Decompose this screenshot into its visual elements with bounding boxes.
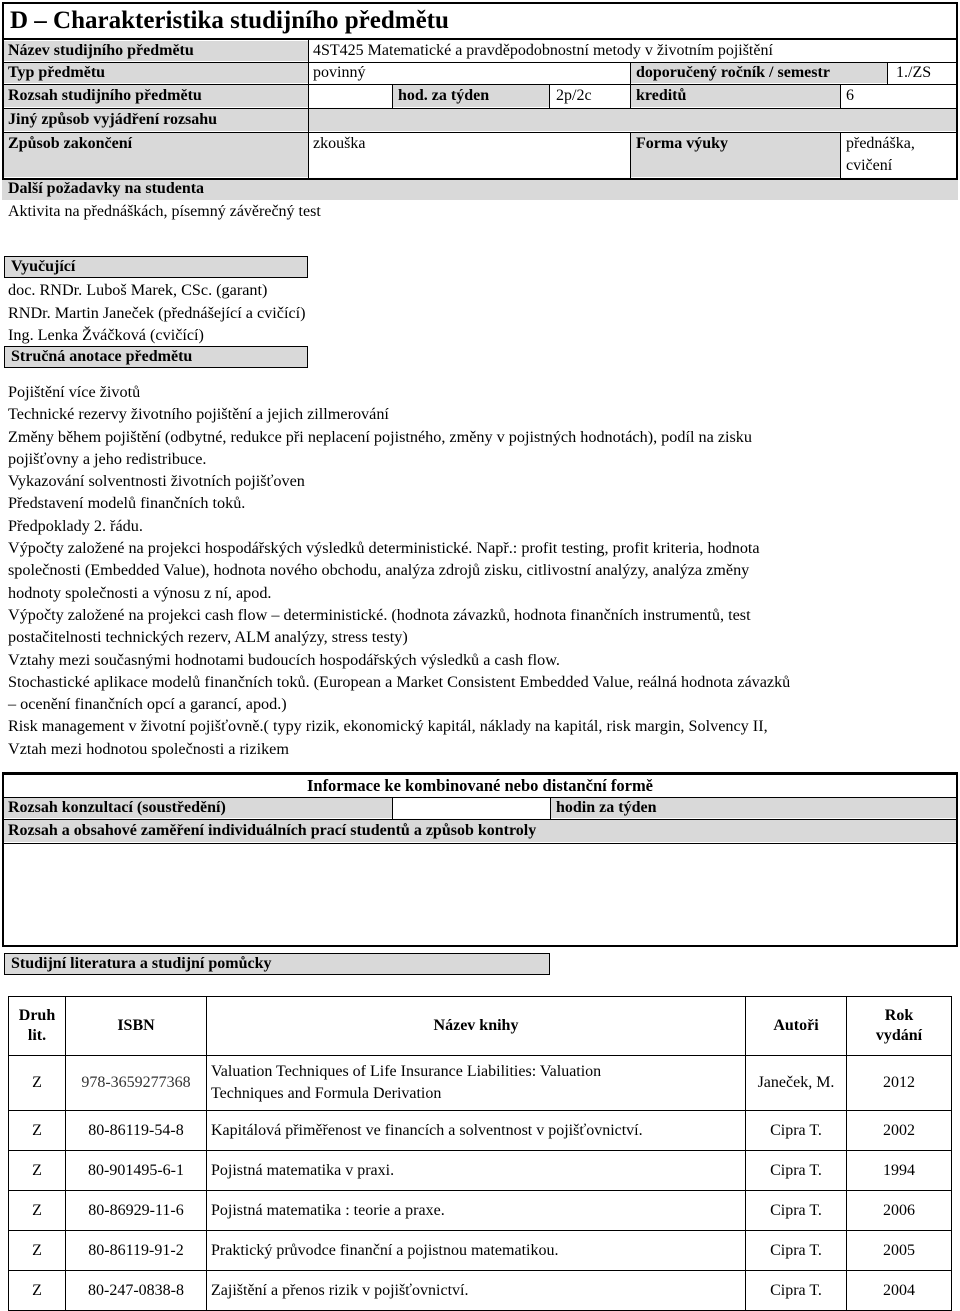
cell-rok: 2002 [847, 1111, 952, 1151]
col-druh-line-1: Druh [18, 1007, 56, 1024]
col-rok-line-1: Rok [884, 1007, 914, 1024]
kreditu-value: 6 [846, 87, 854, 104]
forma-value-1: přednáška, [846, 135, 915, 152]
table-row [9, 1056, 952, 1111]
hodin-label: hodin za týden [556, 799, 657, 816]
rozsah-label: Rozsah studijního předmětu [8, 87, 202, 104]
cell-rok: 2012 [847, 1056, 952, 1111]
col-autori: Autoři [746, 997, 847, 1056]
anotace-line: Výpočty založené na projekci cash flow – deterministické. (hodnota závazků, hodnota finančních instrumentů, test [8, 605, 751, 624]
anotace-line: Vykazování solventnosti životních pojišťoven [8, 472, 305, 491]
cell-isbn: 978-3659277368 [66, 1056, 207, 1111]
anotace-line: Pojištění více životů [8, 383, 141, 401]
cell-autori: Cipra T. [746, 1151, 847, 1191]
vyucujici-line: doc. RNDr. Luboš Marek, CSc. (garant) [8, 281, 268, 299]
anotace-line: postačitelnosti technických rezerv, ALM analýzy, stress testy) [8, 628, 408, 647]
cell-nazev: Pojistná matematika v praxi. [207, 1151, 746, 1191]
cell-isbn: 80-247-0838-8 [66, 1271, 207, 1311]
col-rok-line-2: vydání [875, 1027, 923, 1044]
anotace-line: Změny během pojištění (odbytné, redukce při neplacení pojistného, změny v pojistných hodnotách), podíl na zisku [8, 427, 752, 446]
table-row [9, 1151, 952, 1191]
cell-isbn: 80-86119-54-8 [66, 1111, 207, 1151]
rule [840, 132, 841, 180]
anotace-line: Výpočty založené na projekci hospodářských výsledků deterministické. Např.: profit testing, profit kriteria, hodnota [8, 539, 760, 558]
cell-rok: 2005 [847, 1231, 952, 1271]
dalsi-value: Aktivita na přednáškách, písemný závěrečný test [8, 203, 321, 220]
literatura-label-text: Studijní literatura a studijní pomůcky [11, 955, 272, 972]
rule [2, 819, 958, 820]
cell-nazev: Zajištění a přenos rizik v pojišťovnictví. [207, 1271, 746, 1311]
anotace-line: pojišťovny a jeho redistribuce. [8, 449, 207, 468]
cell-druh: Z [9, 1056, 66, 1111]
anotace-line: Risk management v životní pojišťovně.( typy rizik, ekonomický kapitál, náklady na kapitál, risk margin, Solvency II, [8, 717, 768, 736]
anotace-text [8, 381, 940, 760]
anotace-line: hodnoty společnosti a výnosu z ní, apod. [8, 583, 272, 602]
table-row [9, 1191, 952, 1231]
cell-druh: Z [9, 1191, 66, 1231]
cell-nazev-line-2: Techniques and Formula Derivation [211, 1085, 442, 1102]
cell-druh: Z [9, 1271, 66, 1311]
rule [392, 84, 393, 108]
forma-value-2: cvičení [846, 157, 893, 174]
cell-druh: Z [9, 1151, 66, 1191]
table-header-row [9, 997, 952, 1056]
literatura-label [4, 953, 550, 975]
rule [308, 40, 309, 180]
rule [2, 843, 958, 844]
cell-isbn: 80-86119-91-2 [66, 1231, 207, 1271]
page-title-bar [2, 2, 958, 40]
vyucujici-line: RNDr. Martin Janeček (přednášející a cvičící) [8, 304, 306, 322]
anotace-line: – ocenění finančních opcí a garancí, apod.) [8, 695, 287, 714]
cell-nazev [207, 1056, 746, 1111]
anotace-label-text: Stručná anotace předmětu [11, 348, 193, 365]
vyucujici-line: Ing. Lenka Žváčková (cvičící) [8, 326, 204, 344]
cell-isbn: 80-901495-6-1 [66, 1151, 207, 1191]
cell-autori: Cipra T. [746, 1111, 847, 1151]
rule [392, 797, 393, 819]
cell-autori: Cipra T. [746, 1191, 847, 1231]
anotace-line: Vztahy mezi současnými hodnotami budoucích hospodářských výsledků a cash flow. [8, 650, 560, 669]
table-row [9, 1271, 952, 1311]
typ-label: Typ předmětu [8, 64, 106, 81]
anotace-label [4, 346, 308, 368]
rule [630, 132, 631, 180]
nazev-label: Název studijního předmětu [8, 42, 194, 59]
col-druh [9, 997, 66, 1056]
anotace-line: Stochastické aplikace modelů finančních toků. (European a Market Consistent Embedded Value, reálná hodnota závazků [8, 672, 791, 691]
cell-rok: 1994 [847, 1151, 952, 1191]
anotace-line: Technické rezervy životního pojištění a jejich zillmerování [8, 405, 389, 424]
forma-label: Forma výuky [636, 135, 728, 152]
cell-autori: Janeček, M. [746, 1056, 847, 1111]
anotace-line: Představení modelů finančních toků. [8, 494, 246, 513]
prace-label: Rozsah a obsahové zaměření individuálních prací studentů a způsob kontroly [8, 822, 537, 839]
dalsi-label: Další požadavky na studenta [8, 180, 205, 197]
cell-autori: Cipra T. [746, 1231, 847, 1271]
cell-nazev: Kapitálová přiměřenost ve financích a solventnost v pojišťovnictví. [207, 1111, 746, 1151]
cell-autori: Cipra T. [746, 1271, 847, 1311]
zakonceni-label: Způsob zakončení [8, 135, 133, 152]
table-row [9, 1111, 952, 1151]
rule [2, 132, 958, 133]
anotace-line: Vztah mezi hodnotou společnosti a rizikem [8, 739, 289, 758]
cell-rok: 2006 [847, 1191, 952, 1231]
cell-druh: Z [9, 1231, 66, 1271]
rule [549, 84, 550, 108]
jiny-label: Jiný způsob vyjádření rozsahu [8, 111, 218, 128]
vyucujici-label [4, 256, 308, 278]
cell-rok: 2004 [847, 1271, 952, 1311]
cell-nazev: Pojistná matematika : teorie a praxe. [207, 1191, 746, 1231]
zakonceni-value: zkouška [313, 135, 366, 152]
rule [887, 62, 888, 84]
page-title: D – Charakteristika studijního předmětu [10, 7, 449, 34]
typ-value: povinný [313, 64, 366, 81]
konzultace-label: Rozsah konzultací (soustředění) [8, 799, 226, 816]
rule [2, 108, 958, 109]
cell-druh: Z [9, 1111, 66, 1151]
nazev-value: 4ST425 Matematické a pravděpodobnostní metody v životním pojištění [313, 42, 773, 59]
rule [630, 62, 631, 108]
col-nazev: Název knihy [207, 997, 746, 1056]
rule [840, 84, 841, 108]
hod-value: 2p/2c [556, 87, 592, 104]
vyucujici-label-text: Vyučující [11, 258, 76, 275]
rocnik-value: 1./ZS [896, 64, 932, 81]
col-druh-line-2: lit. [27, 1027, 47, 1044]
rule [550, 797, 551, 819]
rule [2, 84, 958, 85]
kreditu-label: kreditů [636, 87, 687, 104]
table-row [9, 1231, 952, 1271]
col-rok [847, 997, 952, 1056]
kombinovana-header: Informace ke kombinované nebo distanční formě [306, 776, 654, 795]
rocnik-label: doporučený ročník / semestr [636, 64, 830, 81]
hod-label: hod. za týden [398, 87, 490, 104]
cell-nazev-line-1: Valuation Techniques of Life Insurance Liabilities: Valuation [211, 1063, 602, 1080]
cell-nazev: Praktický průvodce finanční a pojistnou matematikou. [207, 1231, 746, 1271]
col-isbn: ISBN [66, 997, 207, 1056]
literatura-table [8, 996, 952, 1311]
anotace-line: společnosti (Embedded Value), hodnota nového obchodu, analýza zdrojů zisku, citlivostní analýzy, analýza změny [8, 561, 750, 580]
cell-isbn: 80-86929-11-6 [66, 1191, 207, 1231]
anotace-line: Předpoklady 2. řádu. [8, 516, 143, 535]
